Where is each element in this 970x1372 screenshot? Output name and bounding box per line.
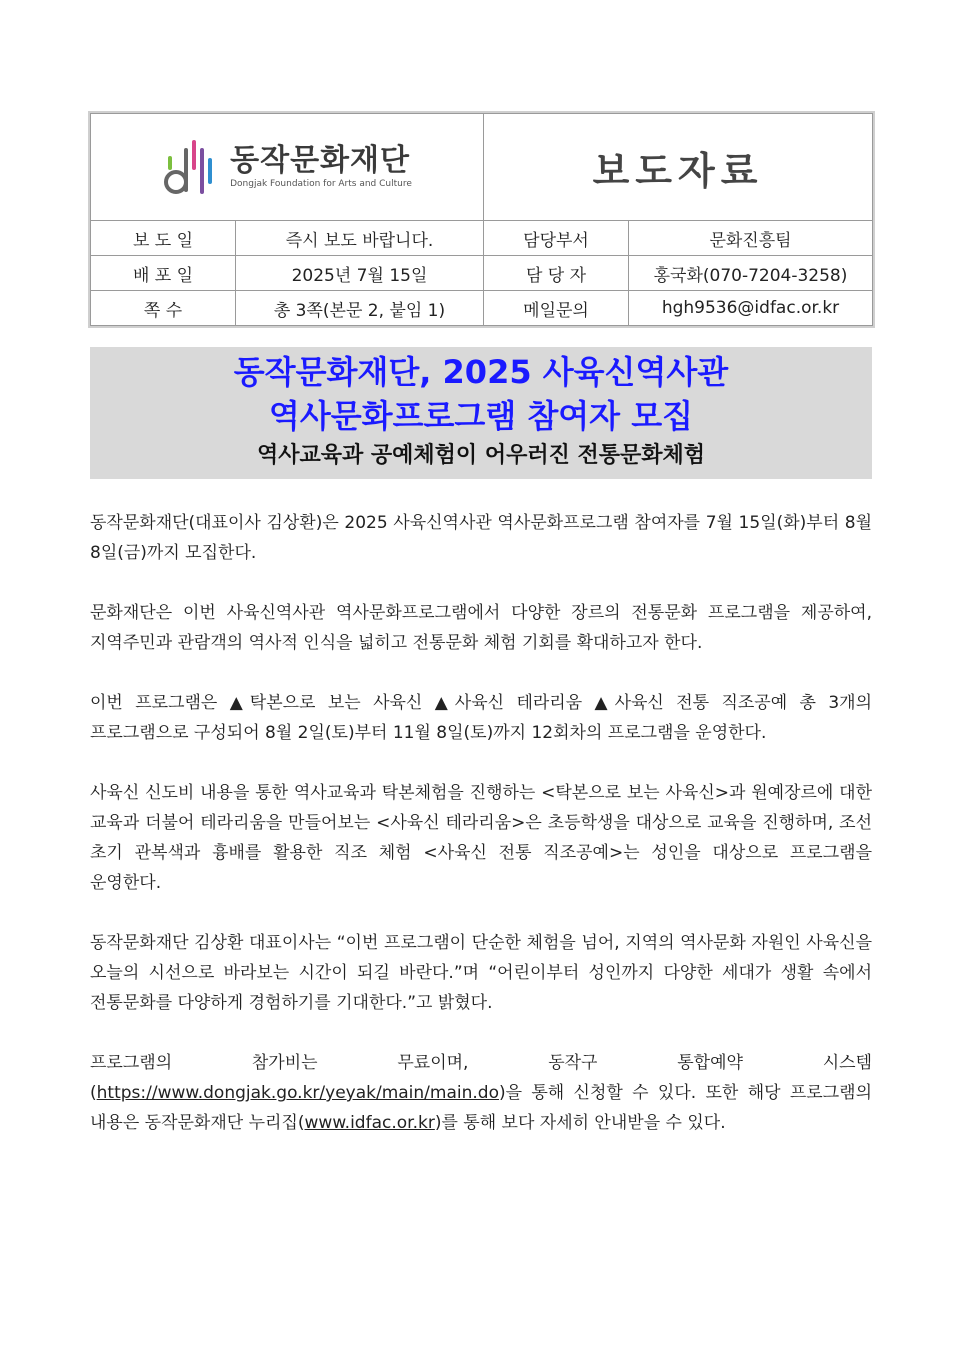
logo-cell	[91, 114, 484, 221]
headline-title-line2: 역사문화프로그램 참여자 모집	[268, 397, 694, 435]
homepage-link[interactable]: www.idfac.or.kr	[304, 1113, 435, 1133]
foundation-logo	[91, 134, 483, 200]
paragraph-2: 문화재단은 이번 사육신역사관 역사문화프로그램에서 다양한 장르의 전통문화 프로그램을 제공하여, 지역주민과 관람객의 역사적 인식을 넓히고 전통문화 체험 기회를 확대하고자 한다.	[90, 603, 872, 653]
foundation-logo-icon	[162, 134, 220, 200]
department-value: 문화진흥팀	[629, 221, 873, 256]
press-header-table	[90, 113, 873, 326]
info-row	[91, 221, 873, 256]
paragraph-6-text-a: 프로그램의 참가비는 무료이며, 동작구 통합예약 시스템(	[90, 1053, 872, 1103]
foundation-name: 동작문화재단	[230, 143, 410, 178]
paragraph-6	[90, 1048, 872, 1138]
headline-box	[90, 347, 872, 479]
page-count-value: 총 3쪽(본문 2, 붙임 1)	[236, 291, 484, 326]
article-body	[90, 508, 872, 1168]
release-date-label: 보 도 일	[91, 221, 236, 256]
paragraph-6-text-c: )를 통해 보다 자세히 안내받을 수 있다.	[434, 1113, 726, 1133]
release-date-value: 즉시 보도 바랍니다.	[236, 221, 484, 256]
paragraph-6-text-b: )을 통해 신청할 수 있다. 또한 해당 프로그램의 내용은 동작문화재단 누리집(	[90, 1083, 872, 1133]
distribution-date-label: 배 포 일	[91, 256, 236, 291]
headline-subtitle: 역사교육과 공예체험이 어우러진 전통문화체험	[256, 443, 706, 468]
paragraph-4: 사육신 신도비 내용을 통한 역사교육과 탁본체험을 진행하는 <탁본으로 보는 사육신>과 원예장르에 대한 교육과 더불어 테라리움을 만들어보는 <사육신 테라리움>은 초등학생을 대상으로 교육을 진행하며, 조선 초기 관복색과 흉배를 활용한 직조 체험 <사육신 전통 직조공예>는 성인을 대상으로 프로그램을 운영한다.	[90, 783, 872, 893]
foundation-name-en: Dongjak Foundation for Arts and Culture	[230, 179, 412, 189]
distribution-date-value: 2025년 7월 15일	[236, 256, 484, 291]
paragraph-5: 동작문화재단 김상환 대표이사는 “이번 프로그램이 단순한 체험을 넘어, 지역의 역사문화 자원인 사육신을 오늘의 시선으로 바라보는 시간이 되길 바란다.”며 “어린이부터 성인까지 다양한 세대가 생활 속에서 전통문화를 다양하게 경험하기를 기대한다.”고 밝혔다.	[90, 933, 872, 1013]
paragraph-3: 이번 프로그램은 ▲탁본으로 보는 사육신 ▲사육신 테라리움 ▲사육신 전통 직조공예 총 3개의 프로그램으로 구성되어 8월 2일(토)부터 11월 8일(토)까지 12회차의 프로그램을 운영한다.	[90, 693, 872, 743]
doc-type-title: 보도자료	[592, 148, 764, 193]
email-label: 메일문의	[484, 291, 629, 326]
info-row	[91, 291, 873, 326]
department-label: 담당부서	[484, 221, 629, 256]
page-count-label: 쪽 수	[91, 291, 236, 326]
reservation-link[interactable]: https://www.dongjak.go.kr/yeyak/main/main.do	[96, 1083, 499, 1103]
info-row	[91, 256, 873, 291]
contact-person-value: 홍국화(070-7204-3258)	[629, 256, 873, 291]
email-value[interactable]: hgh9536@idfac.or.kr	[629, 291, 873, 326]
headline-title-line1: 동작문화재단, 2025 사육신역사관	[233, 353, 729, 391]
doc-type-cell	[484, 114, 873, 221]
contact-person-label: 담 당 자	[484, 256, 629, 291]
paragraph-1: 동작문화재단(대표이사 김상환)은 2025 사육신역사관 역사문화프로그램 참여자를 7월 15일(화)부터 8월 8일(금)까지 모집한다.	[90, 513, 872, 563]
